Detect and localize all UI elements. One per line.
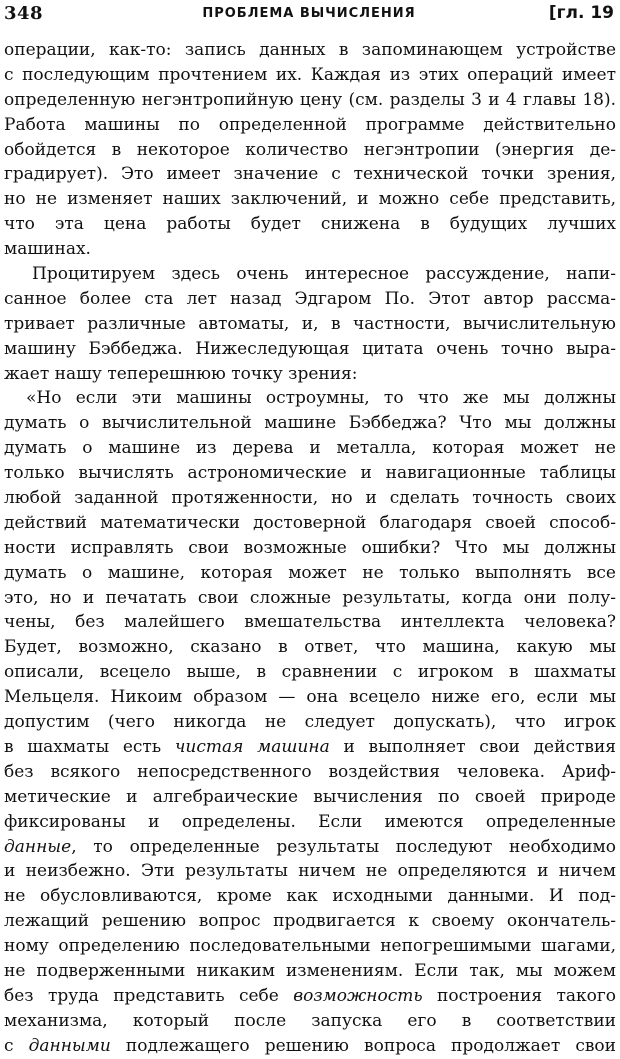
italic-emphasis: возможность <box>293 985 423 1006</box>
text-run: и выполняет свои действия <box>329 736 616 757</box>
running-title: ПРОБЛЕМА ВЫЧИСЛЕНИЯ <box>202 6 416 21</box>
paragraph-first-line: Процитируем здесь очень интересное рассуждение, напи- <box>32 264 616 285</box>
text-line: лежащий решению вопрос продвигается к своему окончатель- <box>4 911 616 932</box>
text-line: любой заданной протяженности, но и сделать точность своих <box>4 488 616 509</box>
page-number: 348 <box>4 3 44 24</box>
text-line <box>4 1034 616 1059</box>
text-line: обойдется в некоторое количество негэнтропии (энергия де- <box>4 139 616 160</box>
italic-emphasis: чистая машина <box>174 736 330 757</box>
text-line: думать о машине, которая может не только выполнять все <box>4 562 616 583</box>
text-line: Мельцеля. Никоим образом — она всецело ниже его, если мы <box>4 687 616 708</box>
text-line: что эта цена работы будет снижена в будущих лучших <box>4 214 616 235</box>
text-line: ному определению последовательными непогрешимыми шагами, <box>4 936 616 957</box>
text-line: операции, как-то: запись данных в запоминающем устройстве <box>4 40 616 60</box>
text-line: фиксированы и определены. Если имеются определенные <box>4 811 616 832</box>
text-line: чены, без малейшего вмешательства интеллекта человека? <box>4 612 616 633</box>
text-line: Будет, возможно, сказано в ответ, что машина, какую мы <box>4 637 616 658</box>
text-line: действий математически достоверной благодаря своей способ- <box>4 512 616 533</box>
text-run: без труда представить себе <box>4 985 294 1006</box>
text-line: метические и алгебраические вычисления по своей природе <box>4 786 616 807</box>
text-line: это, но и печатать свои сложные результаты, когда они полу- <box>4 587 616 608</box>
text-line: определенную негэнтропийную цену (см. разделы 3 и 4 главы 18). <box>4 89 616 110</box>
text-line: допустим (чего никогда не следует допускать), что игрок <box>4 712 616 733</box>
text-line <box>4 984 616 1009</box>
page-header <box>4 3 614 27</box>
text-line: думать о машине из дерева и металла, которая может не <box>4 438 616 459</box>
text-run: в шахматы есть <box>4 736 175 757</box>
text-line: и неизбежно. Эти результаты ничем не определяются и ничем <box>4 861 616 882</box>
text-line: не подверженными никаким изменениям. Если так, мы можем <box>4 960 616 981</box>
italic-emphasis: данные <box>4 836 72 857</box>
text-line: не обусловливаются, кроме как исходными данными. И под- <box>4 886 616 907</box>
text-line: машинах. <box>4 239 91 260</box>
text-line: с последующим прочтением их. Каждая из этих операций имеет <box>4 64 616 85</box>
italic-emphasis: данными <box>28 1035 111 1056</box>
text-line: градирует). Это имеет значение с технической точки зрения, <box>4 164 616 185</box>
text-line: механизма, который после запуска его в соответствии <box>4 1010 616 1031</box>
text-line: жает нашу теперешнюю точку зрения: <box>4 363 358 384</box>
chapter-reference: [гл. 19 <box>548 3 614 23</box>
text-line: но не изменяет наших заключений, и можно себе представить, <box>4 189 616 210</box>
text-line: тривает различные автоматы, и, в частности, вычислительную <box>4 313 616 334</box>
quote-first-line: «Но если эти машины остроумны, то что же мы должны <box>26 388 616 409</box>
text-line: Работа машины по определенной программе действительно <box>4 114 616 135</box>
text-run: подлежащего решению вопроса продолжает свои <box>110 1035 616 1056</box>
text-line: только вычислять астрономические и навигационные таблицы <box>4 463 616 484</box>
text-line: думать о вычислительной машине Бэббеджа? Что мы должны <box>4 413 616 434</box>
text-line: санное более ста лет назад Эдгаром По. Этот автор рассма- <box>4 288 616 309</box>
text-run: с <box>4 1035 29 1056</box>
text-line <box>4 835 616 860</box>
text-run: , то определенные результаты последуют необходимо <box>71 836 616 857</box>
body-text <box>4 38 616 1059</box>
text-run: построения такого <box>422 985 616 1006</box>
text-line: без всякого непосредственного воздействия человека. Ариф- <box>4 761 616 782</box>
text-line: ности исправлять свои возможные ошибки? Что мы должны <box>4 537 616 558</box>
text-line <box>4 735 616 760</box>
text-line: описали, всецело выше, в сравнении с игроком в шахматы <box>4 662 616 683</box>
text-line: машину Бэббеджа. Нижеследующая цитата очень точно выра- <box>4 338 616 359</box>
